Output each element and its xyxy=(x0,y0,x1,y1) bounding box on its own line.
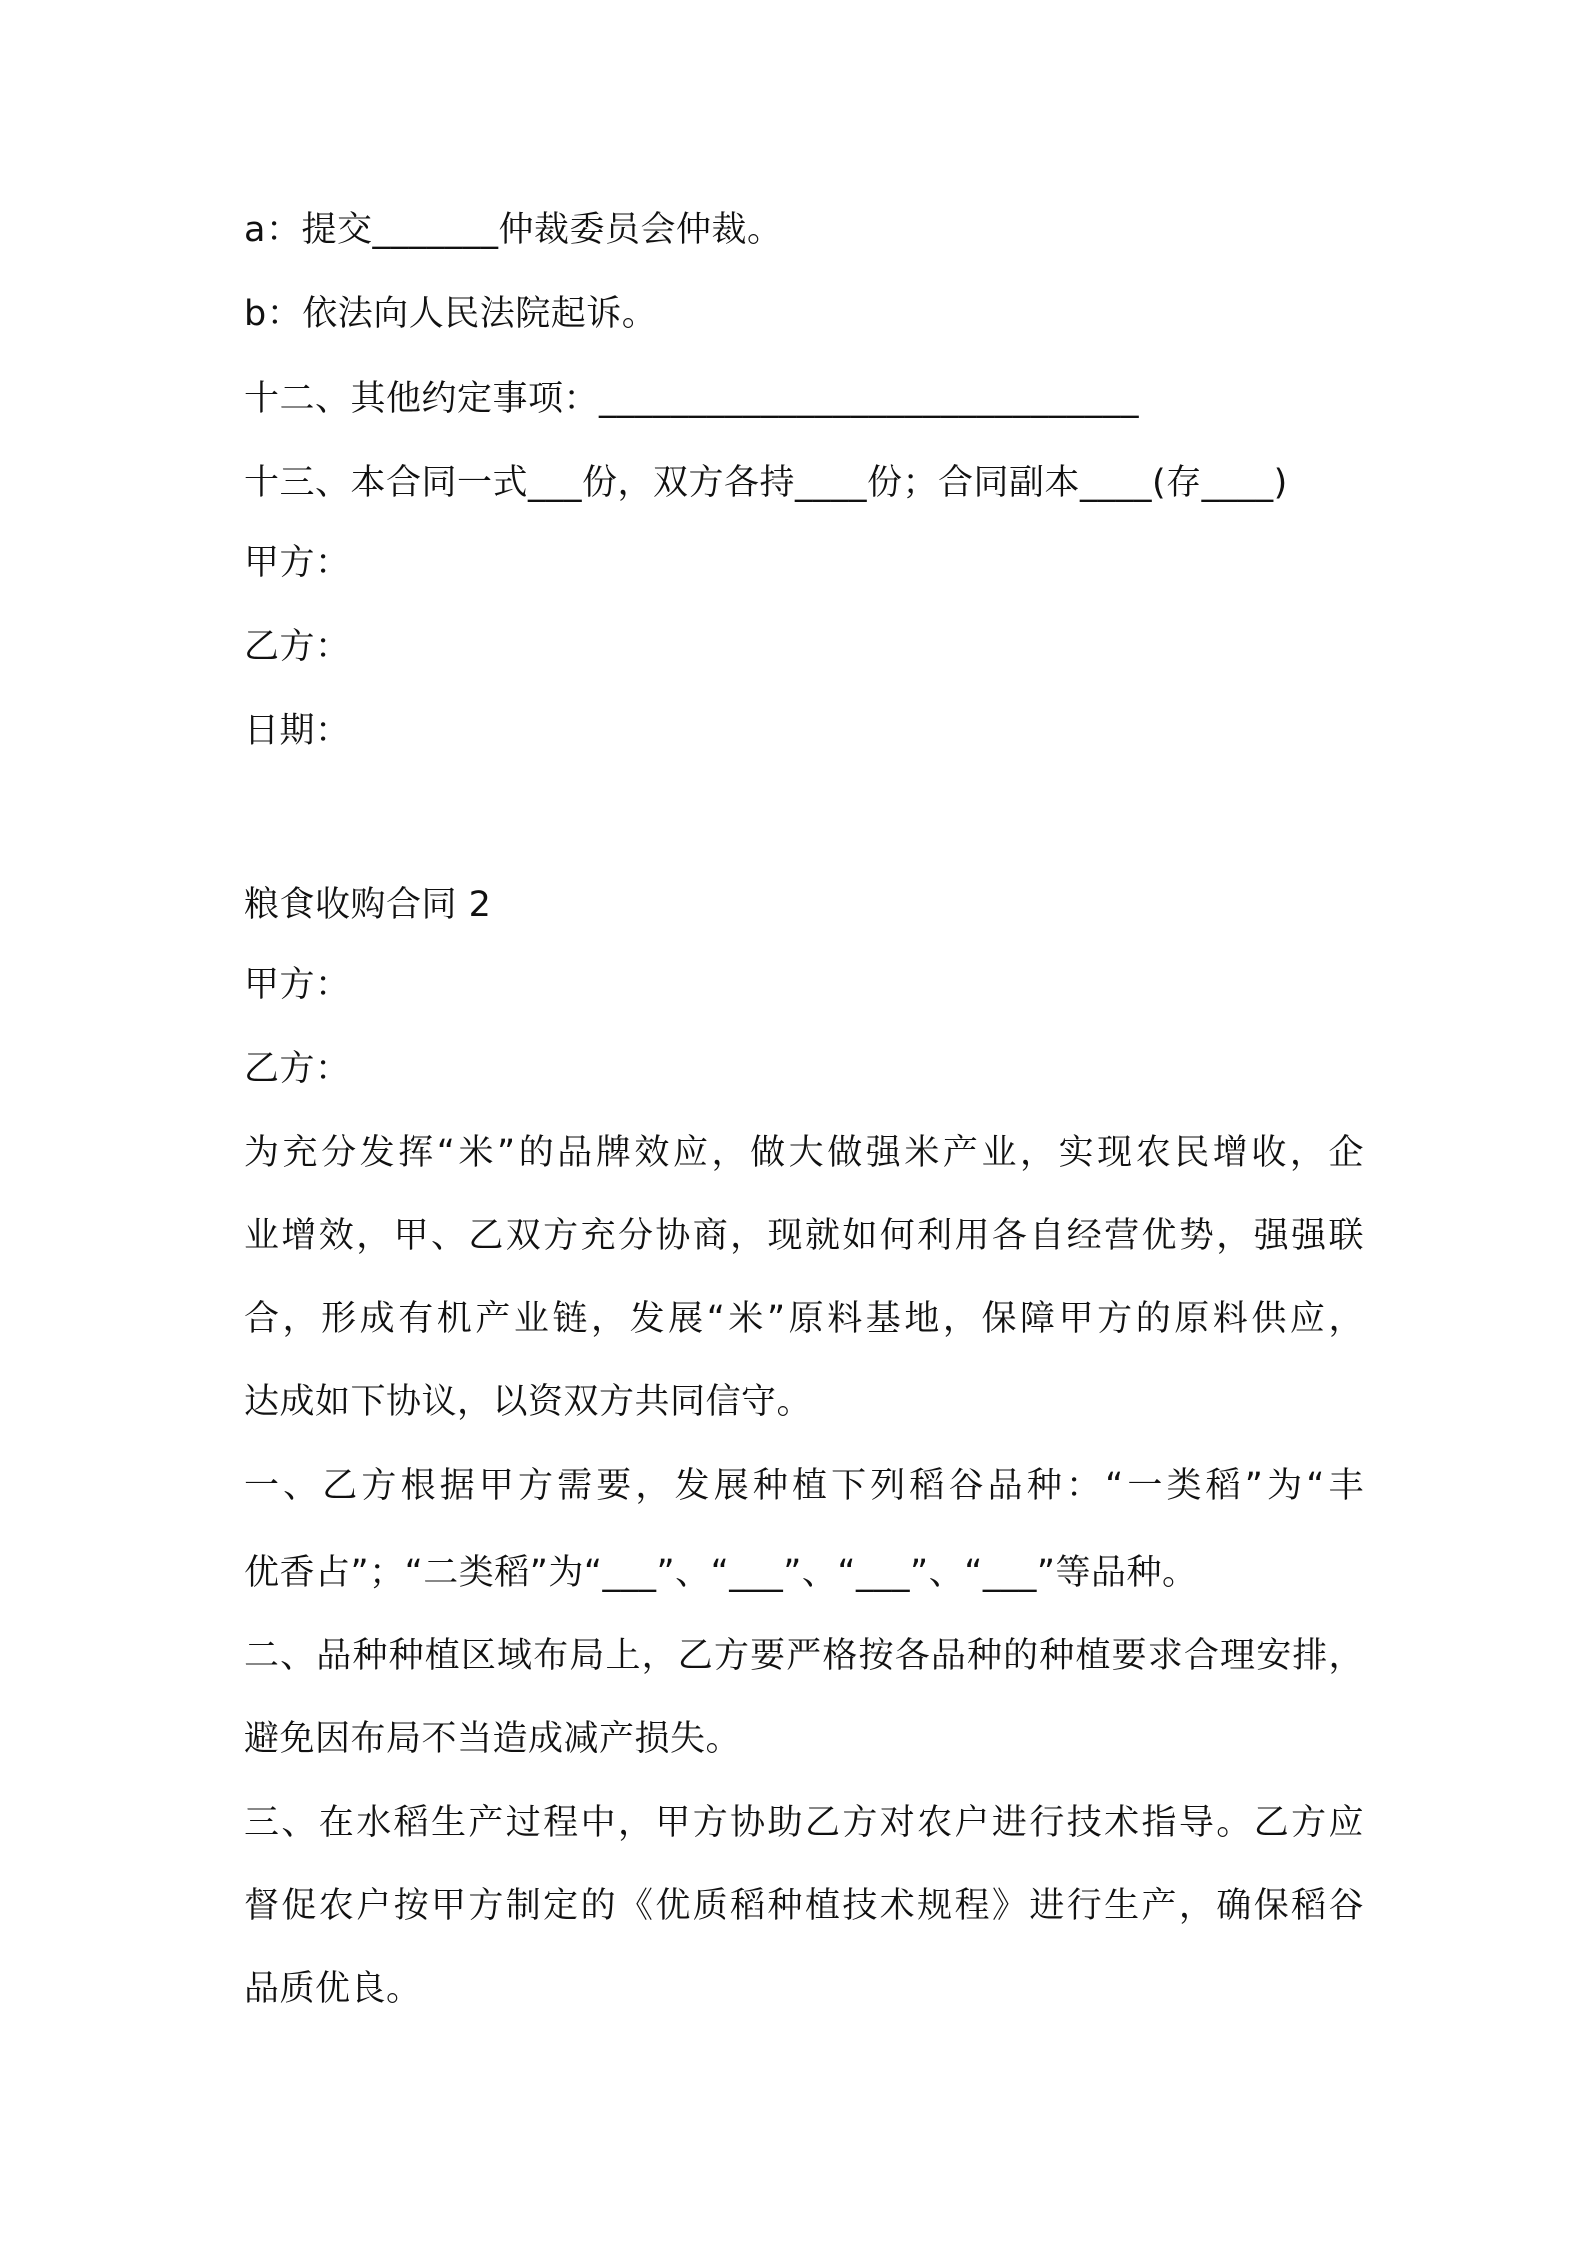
clause-thirteen-copies: 十三、本合同一式___份，双方各持____份；合同副本____(存____) xyxy=(244,463,1288,503)
preamble-line-3: 合，形成有机产业链，发展“米”原料基地，保障甲方的原料供应， xyxy=(244,1299,1364,1339)
party-b-signature: 乙方： xyxy=(244,627,351,667)
party-b-label: 乙方： xyxy=(244,1049,351,1089)
party-a-signature: 甲方： xyxy=(244,543,351,583)
clause-two-line-2: 避免因布局不当造成减产损失。 xyxy=(244,1719,742,1759)
preamble-line-4: 达成如下协议，以资双方共同信守。 xyxy=(244,1382,813,1422)
party-a-label: 甲方： xyxy=(244,965,351,1005)
clause-lawsuit-b: b：依法向人民法院起诉。 xyxy=(244,294,658,334)
clause-one-line-2: 优香占”；“二类稻”为“___”、“___”、“___”、“___”等品种。 xyxy=(244,1553,1198,1593)
clause-three-line-2: 督促农户按甲方制定的《优质稻种植技术规程》进行生产，确保稻谷 xyxy=(244,1886,1364,1926)
clause-one-line-1: 一、乙方根据甲方需要，发展种植下列稻谷品种：“一类稻”为“丰 xyxy=(244,1466,1364,1506)
clause-three-line-3: 品质优良。 xyxy=(244,1969,422,2009)
preamble-line-2: 业增效，甲、乙双方充分协商，现就如何利用各自经营优势，强强联 xyxy=(244,1216,1364,1256)
preamble-line-1: 为充分发挥“米”的品牌效应，做大做强米产业，实现农民增收，企 xyxy=(244,1133,1364,1173)
clause-arbitration-a: a：提交_______仲裁委员会仲裁。 xyxy=(244,210,783,250)
clause-twelve-other-terms: 十二、其他约定事项：______________________________ xyxy=(244,379,1140,419)
clause-two-line-1: 二、品种种植区域布局上，乙方要严格按各品种的种植要求合理安排， xyxy=(244,1636,1364,1676)
contract-2-title: 粮食收购合同 2 xyxy=(244,885,492,925)
date-signature: 日期： xyxy=(244,711,351,751)
clause-three-line-1: 三、在水稻生产过程中，甲方协助乙方对农户进行技术指导。乙方应 xyxy=(244,1803,1364,1843)
